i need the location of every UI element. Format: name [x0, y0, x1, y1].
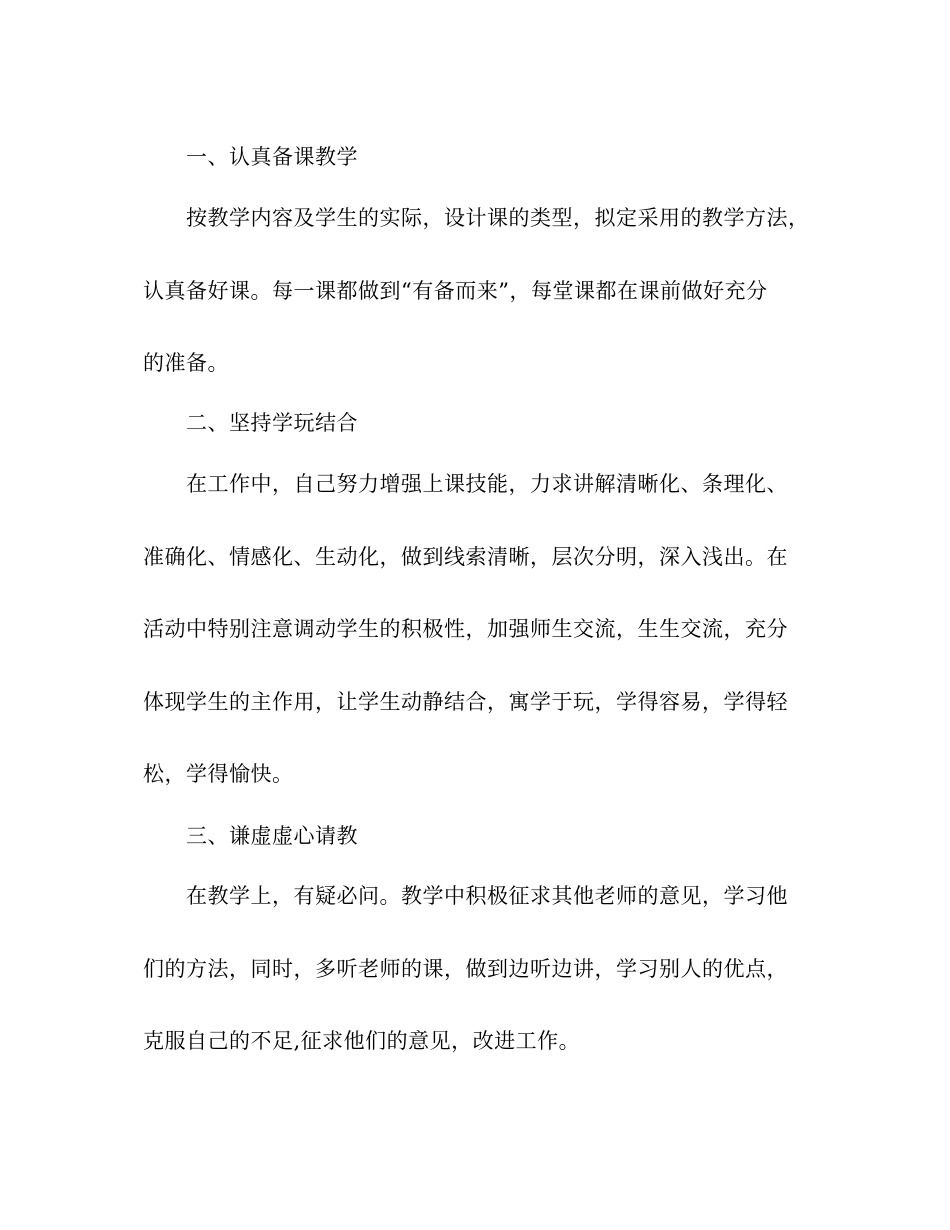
paragraph-line: 按教学内容及学生的实际，设计课的类型，拟定采用的教学方法，	[186, 206, 810, 230]
paragraph-line: 认真备好课。每一课都做到“有备而来”，每堂课都在课前做好充分	[143, 279, 768, 303]
paragraph-line: 准确化、情感化、生动化，做到线索清晰，层次分明，深入浅出。在	[143, 545, 788, 569]
paragraph-line: 们的方法，同时，多听老师的课，做到边听边讲，学习别人的优点，	[143, 957, 788, 981]
paragraph-line: 体现学生的主作用，让学生动静结合，寓学于玩，学得容易，学得轻	[143, 690, 788, 714]
paragraph-line: 在工作中，自己努力增强上课技能，力求讲解清晰化、条理化、	[186, 472, 788, 496]
paragraph-line: 松，学得愉快。	[143, 762, 294, 786]
paragraph-line: 活动中特别注意调动学生的积极性，加强师生交流，生生交流，充分	[143, 617, 788, 641]
paragraph-line: 的准备。	[143, 351, 229, 375]
section-heading-2: 二、坚持学玩结合	[186, 411, 358, 435]
section-heading-3: 三、谦虚虚心请教	[186, 824, 358, 848]
paragraph-line: 克服自己的不足,征求他们的意见，改进工作。	[143, 1029, 581, 1053]
section-heading-1: 一、认真备课教学	[186, 145, 358, 169]
paragraph-line: 在教学上，有疑必问。教学中积极征求其他老师的意见，学习他	[186, 884, 788, 908]
